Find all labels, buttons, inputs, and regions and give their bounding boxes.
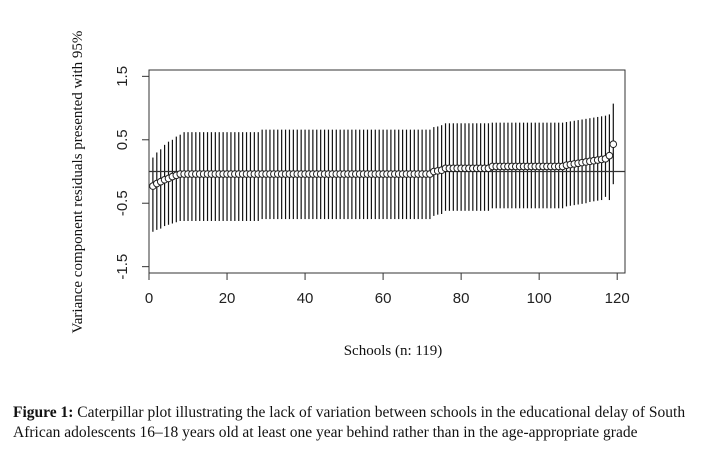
x-tick-label: 120: [604, 290, 630, 307]
y-tick-label: -1.5: [114, 253, 131, 280]
y-tick-label: -0.5: [114, 190, 131, 217]
x-tick-label: 0: [144, 290, 154, 307]
x-axis: [145, 273, 630, 307]
x-tick-label: 20: [218, 290, 236, 307]
x-tick-label: 80: [452, 290, 470, 307]
y-tick-label: 1.5: [114, 65, 131, 87]
x-tick-label: 40: [296, 290, 314, 307]
x-axis-label: Schools (n: 119): [343, 343, 443, 359]
y-axis: [114, 66, 149, 280]
caption-label: Figure 1:: [13, 404, 74, 421]
caption-text: Caterpillar plot illustrating the lack of variation between schools in the educational delay of South African adolescents 16–18 years old at least one year behind rather than in the age-appropriate grade: [13, 404, 686, 441]
x-tick-label: 60: [374, 290, 392, 307]
figure-caption: [13, 403, 703, 443]
y-tick-label: 0.5: [114, 129, 131, 151]
estimate-point: [610, 141, 617, 148]
y-axis-label: Variance component residuals presented with 95%: [70, 30, 86, 334]
x-tick-label: 100: [526, 290, 552, 307]
estimate-point: [606, 152, 613, 159]
